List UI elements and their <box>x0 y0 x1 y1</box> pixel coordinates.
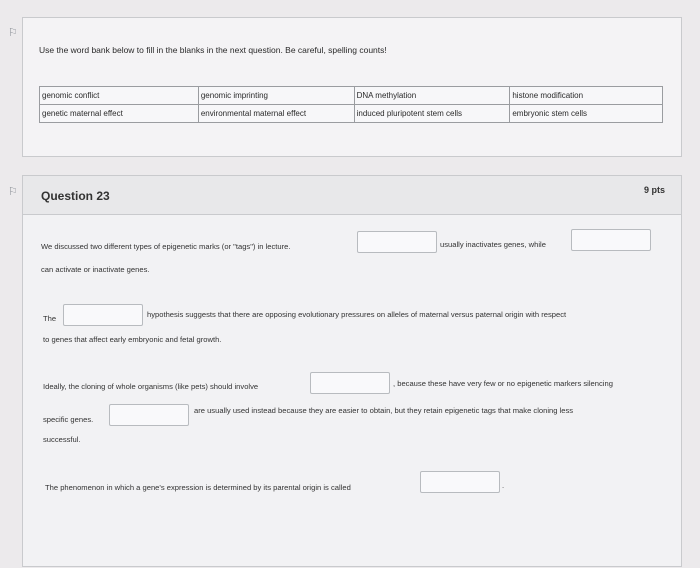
answer-blank-1[interactable] <box>357 231 437 253</box>
table-cell: induced pluripotent stem cells <box>354 105 510 123</box>
question-title: Question 23 <box>41 189 110 203</box>
question-text: , because these have very few or no epigenetic markers silencing <box>393 379 613 388</box>
question-text: are usually used instead because they are easier to obtain, but they retain epigenetic tags that make cloning less <box>194 406 574 415</box>
question-text: The phenomenon in which a gene's expression is determined by its parental origin is called <box>45 483 351 492</box>
question-text: Ideally, the cloning of whole organisms (like pets) should involve <box>43 382 259 391</box>
question-text: successful. <box>43 435 81 444</box>
table-cell: embryonic stem cells <box>510 105 663 123</box>
answer-blank-4[interactable] <box>310 372 390 394</box>
table-cell: histone modification <box>510 87 663 105</box>
table-cell: genetic maternal effect <box>40 105 199 123</box>
flag-icon[interactable]: ⚐ <box>8 27 18 39</box>
answer-blank-5[interactable] <box>109 404 189 426</box>
question-text: usually inactivates genes, while <box>440 240 546 249</box>
question-text: hypothesis suggests that there are opposing evolutionary pressures on alleles of maternal versus paternal origin with respect <box>147 310 567 319</box>
table-cell: DNA methylation <box>354 87 510 105</box>
question-text: can activate or inactivate genes. <box>41 265 150 274</box>
question-text: specific genes. <box>43 415 94 424</box>
question-text: to genes that affect early embryonic and fetal growth. <box>43 335 222 344</box>
question-header <box>23 176 681 215</box>
instructions-text: Use the word bank below to fill in the blanks in the next question. Be careful, spelling counts! <box>39 45 387 55</box>
question-card <box>22 175 682 567</box>
table-cell: genomic conflict <box>40 87 199 105</box>
table-cell: genomic imprinting <box>198 87 354 105</box>
table-row <box>40 105 663 123</box>
answer-blank-6[interactable] <box>420 471 500 493</box>
question-points: 9 pts <box>643 185 665 195</box>
flag-icon[interactable]: ⚐ <box>8 186 18 198</box>
question-text: The <box>43 314 57 323</box>
answer-blank-3[interactable] <box>63 304 143 326</box>
word-bank-card <box>22 17 682 157</box>
table-row <box>40 87 663 105</box>
word-bank-table <box>39 86 663 123</box>
question-text: We discussed two different types of epigenetic marks (or "tags") in lecture. <box>41 242 291 251</box>
table-cell: environmental maternal effect <box>198 105 354 123</box>
question-text: . <box>502 481 505 490</box>
answer-blank-2[interactable] <box>571 229 651 251</box>
